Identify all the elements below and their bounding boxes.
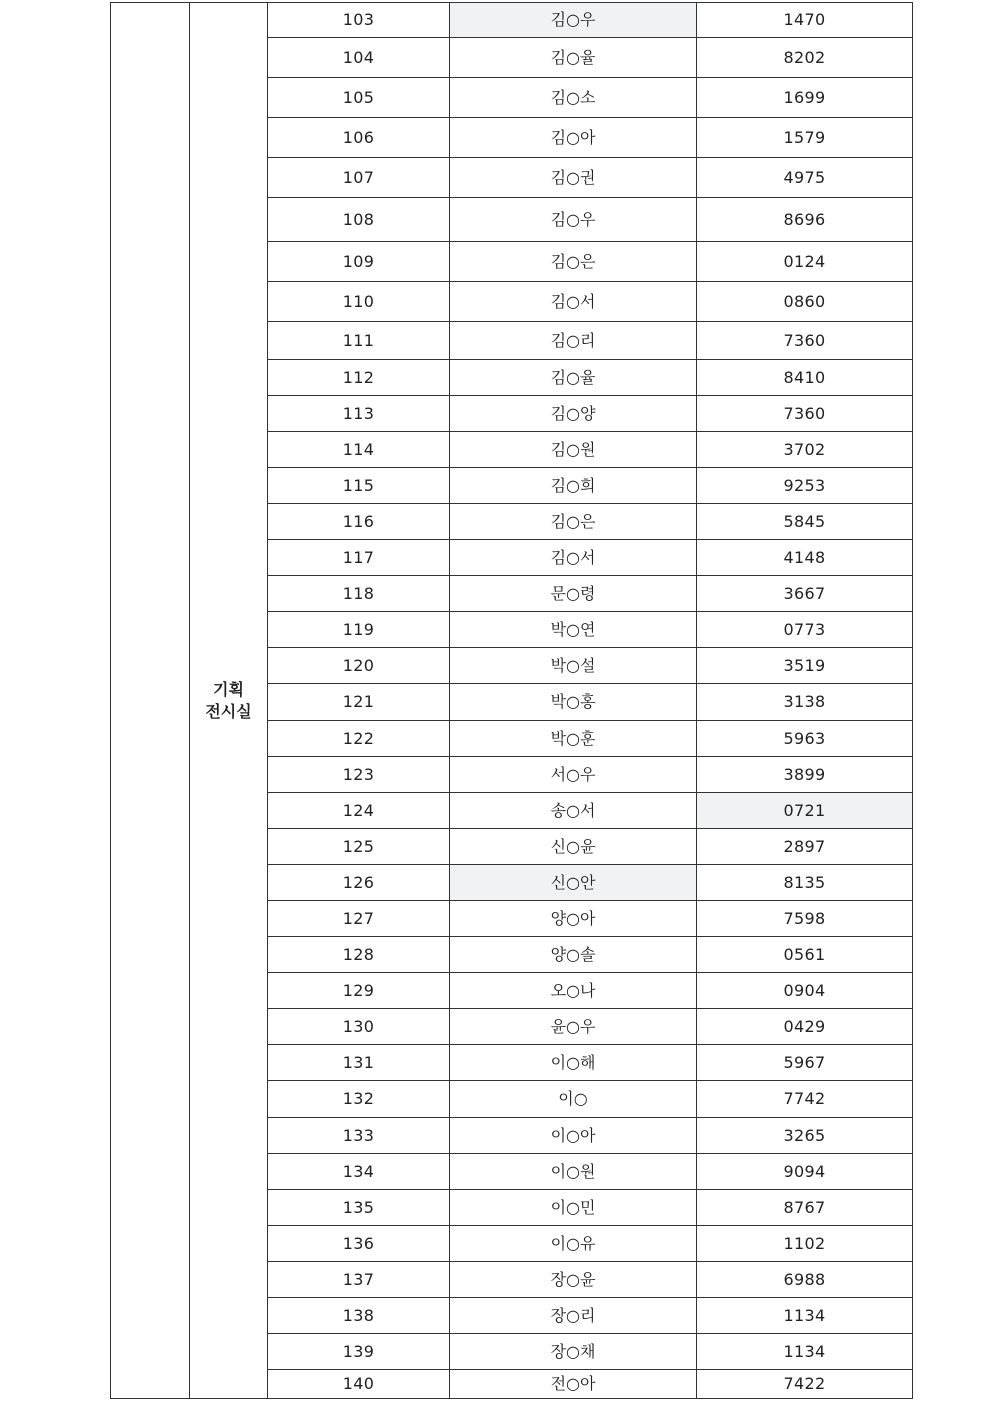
name-cell: 김○서 [450, 540, 697, 576]
code-cell: 0773 [697, 612, 913, 648]
code-cell: 7360 [697, 322, 913, 360]
name-cell: 박○설 [450, 648, 697, 684]
name-cell: 김○소 [450, 78, 697, 118]
code-cell: 3667 [697, 576, 913, 612]
name-cell: 김○아 [450, 118, 697, 158]
row-number-cell: 130 [268, 1009, 450, 1045]
category-cell [111, 3, 190, 1399]
row-number-cell: 115 [268, 468, 450, 504]
code-cell: 8135 [697, 865, 913, 901]
name-cell: 김○우 [450, 3, 697, 38]
name-cell: 이○유 [450, 1226, 697, 1262]
row-number-cell: 127 [268, 901, 450, 937]
code-cell: 3265 [697, 1118, 913, 1154]
name-cell: 김○우 [450, 198, 697, 242]
name-cell: 김○원 [450, 432, 697, 468]
row-number-cell: 105 [268, 78, 450, 118]
row-number-cell: 109 [268, 242, 450, 282]
name-cell: 이○아 [450, 1118, 697, 1154]
name-cell: 이○ [450, 1081, 697, 1118]
row-number-cell: 132 [268, 1081, 450, 1118]
row-number-cell: 133 [268, 1118, 450, 1154]
code-cell: 8202 [697, 38, 913, 78]
row-number-cell: 119 [268, 612, 450, 648]
row-number-cell: 114 [268, 432, 450, 468]
code-cell: 0721 [697, 793, 913, 829]
row-number-cell: 124 [268, 793, 450, 829]
code-cell: 0904 [697, 973, 913, 1009]
name-cell: 송○서 [450, 793, 697, 829]
row-number-cell: 126 [268, 865, 450, 901]
row-number-cell: 108 [268, 198, 450, 242]
row-number-cell: 139 [268, 1334, 450, 1370]
name-cell: 이○원 [450, 1154, 697, 1190]
name-cell: 김○율 [450, 38, 697, 78]
name-cell: 장○채 [450, 1334, 697, 1370]
name-cell: 문○령 [450, 576, 697, 612]
code-cell: 0860 [697, 282, 913, 322]
code-cell: 7360 [697, 396, 913, 432]
code-cell: 7598 [697, 901, 913, 937]
name-cell: 김○은 [450, 504, 697, 540]
name-cell: 신○윤 [450, 829, 697, 865]
name-cell: 전○아 [450, 1370, 697, 1399]
code-cell: 1699 [697, 78, 913, 118]
code-cell: 9094 [697, 1154, 913, 1190]
code-cell: 8767 [697, 1190, 913, 1226]
name-cell: 장○리 [450, 1298, 697, 1334]
code-cell: 0124 [697, 242, 913, 282]
name-cell: 김○권 [450, 158, 697, 198]
row-number-cell: 128 [268, 937, 450, 973]
row-number-cell: 134 [268, 1154, 450, 1190]
row-number-cell: 135 [268, 1190, 450, 1226]
code-cell: 4148 [697, 540, 913, 576]
row-number-cell: 106 [268, 118, 450, 158]
name-cell: 박○홍 [450, 684, 697, 721]
name-cell: 김○서 [450, 282, 697, 322]
roster-table-body [111, 3, 913, 1399]
code-cell: 1470 [697, 3, 913, 38]
row-number-cell: 103 [268, 3, 450, 38]
name-cell: 김○양 [450, 396, 697, 432]
row-number-cell: 111 [268, 322, 450, 360]
row-number-cell: 121 [268, 684, 450, 721]
row-number-cell: 104 [268, 38, 450, 78]
row-number-cell: 131 [268, 1045, 450, 1081]
table-row [111, 3, 913, 38]
row-number-cell: 136 [268, 1226, 450, 1262]
name-cell: 오○나 [450, 973, 697, 1009]
name-cell: 장○윤 [450, 1262, 697, 1298]
name-cell: 김○희 [450, 468, 697, 504]
row-number-cell: 107 [268, 158, 450, 198]
row-number-cell: 118 [268, 576, 450, 612]
code-cell: 1102 [697, 1226, 913, 1262]
name-cell: 양○솔 [450, 937, 697, 973]
code-cell: 1134 [697, 1298, 913, 1334]
name-cell: 신○안 [450, 865, 697, 901]
name-cell: 김○리 [450, 322, 697, 360]
section-label-text: 기획 전시실 [205, 679, 252, 721]
row-number-cell: 125 [268, 829, 450, 865]
row-number-cell: 129 [268, 973, 450, 1009]
code-cell: 8410 [697, 360, 913, 396]
section-label [190, 3, 268, 1399]
code-cell: 3702 [697, 432, 913, 468]
code-cell: 1134 [697, 1334, 913, 1370]
row-number-cell: 120 [268, 648, 450, 684]
code-cell: 2897 [697, 829, 913, 865]
code-cell: 7422 [697, 1370, 913, 1399]
code-cell: 3138 [697, 684, 913, 721]
row-number-cell: 113 [268, 396, 450, 432]
name-cell: 박○훈 [450, 721, 697, 757]
code-cell: 9253 [697, 468, 913, 504]
name-cell: 윤○우 [450, 1009, 697, 1045]
code-cell: 1579 [697, 118, 913, 158]
row-number-cell: 117 [268, 540, 450, 576]
code-cell: 3519 [697, 648, 913, 684]
code-cell: 0561 [697, 937, 913, 973]
code-cell: 4975 [697, 158, 913, 198]
name-cell: 김○율 [450, 360, 697, 396]
code-cell: 5963 [697, 721, 913, 757]
code-cell: 3899 [697, 757, 913, 793]
row-number-cell: 140 [268, 1370, 450, 1399]
code-cell: 5845 [697, 504, 913, 540]
name-cell: 김○은 [450, 242, 697, 282]
code-cell: 0429 [697, 1009, 913, 1045]
code-cell: 7742 [697, 1081, 913, 1118]
row-number-cell: 123 [268, 757, 450, 793]
name-cell: 이○민 [450, 1190, 697, 1226]
name-cell: 박○연 [450, 612, 697, 648]
code-cell: 5967 [697, 1045, 913, 1081]
name-cell: 서○우 [450, 757, 697, 793]
roster-table [110, 2, 913, 1399]
code-cell: 6988 [697, 1262, 913, 1298]
name-cell: 이○해 [450, 1045, 697, 1081]
name-cell: 양○아 [450, 901, 697, 937]
code-cell: 8696 [697, 198, 913, 242]
row-number-cell: 137 [268, 1262, 450, 1298]
row-number-cell: 116 [268, 504, 450, 540]
row-number-cell: 138 [268, 1298, 450, 1334]
row-number-cell: 110 [268, 282, 450, 322]
row-number-cell: 112 [268, 360, 450, 396]
row-number-cell: 122 [268, 721, 450, 757]
